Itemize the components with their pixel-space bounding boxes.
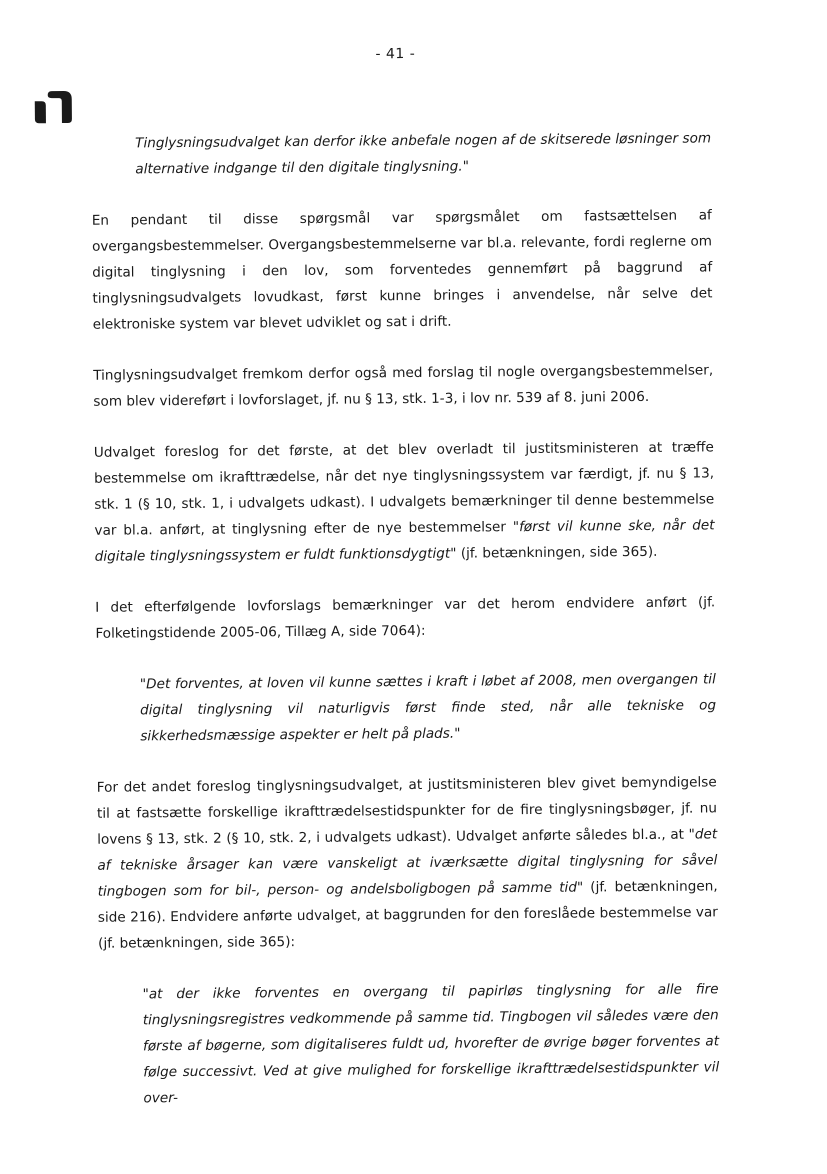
paragraph-text: " (jf. betænkningen, side 365). xyxy=(450,543,658,562)
paragraph-text: Udvalget foreslog for det første, at det blev overladt til justitsministeren at træffe bestemmelse om ikrafttrædelse, når det nye tinglysningssystem var færdigt, jf. nu § 13, stk. 1 (§ 10, stk. 1, i udvalgets udkast). I udvalgets bemærkninger til denne bestemmelse var bl.a. anført, at tinglysning efter de nye bestemmelser " xyxy=(93,439,715,539)
document-body xyxy=(91,125,720,1111)
block-quote-papirloes: "at der ikke forventes en overgang til papirløs tinglysning for alle fire tinglysningsregistres vedkommende på samme tid. Tingbogen vil således være den første af bøgerne, som digitaliseres fuldt ud, hvorefter de øvrige bøger forventes at følge successivt. Ved at give mulighed for forskellige ikrafttrædelsestidspunkter vil over- xyxy=(142,981,720,1107)
paragraph-forslag: Tinglysningsudvalget fremkom derfor også med forslag til nogle overgangsbestemmelser, som blev videreført i lovforslaget, jf. nu § 13, stk. 1-3, i lov nr. 539 af 8. juni 2006. xyxy=(93,362,714,410)
paragraph-lovforslag-bemaerkninger: I det efterfølgende lovforslags bemærkninger var det herom endvidere anført (jf. Folketingstidende 2005-06, Tillæg A, side 7064): xyxy=(95,594,716,642)
paragraph-text: For det andet foreslog tinglysningsudvalget, at justitsministeren blev givet bemyndigelse til at fastsætte forskellige ikrafttrædelsestidspunkter for de fire tinglysningsbøger, jf. nu lovens § 13, stk. 2 (§ 10, stk. 2, i udvalgets udkast). Udvalget anførte således bl.a., at " xyxy=(96,774,718,848)
folketinget-logo-icon xyxy=(32,89,74,125)
quoted-italic-text: det af tekniske årsager kan være vanskeligt at iværksætte digital tinglysning for såvel tingbogen som for bil-, person- og andelsboligbogen på samme tid xyxy=(97,826,718,900)
paragraph-bemyndigelse xyxy=(97,769,719,956)
paragraph-ikrafttraedelse xyxy=(94,434,715,569)
quote-continuation: Tinglysningsudvalget kan derfor ikke anbefale nogen af de skitserede løsninger som alternative indgange til den digitale tinglysning." xyxy=(135,130,712,178)
paragraph-text: " (jf. betænkningen, side 216). Endvidere anførte udvalget, at baggrunden for den foreslåede bestemmelse var (jf. betænkningen, side 365): xyxy=(97,878,718,952)
paragraph-overgangsbestemmelser: En pendant til disse spørgsmål var spørgsmålet om fastsættelsen af overgangsbestemmelser. Overgangsbestemmelserne var bl.a. relevante, fordi reglerne om digital tinglysning i den lov, som forventedes gennemført på baggrund af tinglysningsudvalgets lovudkast, først kunne bringes i anvendelse, når selve det elektroniske system var blevet udviklet og sat i drift. xyxy=(91,207,713,333)
page-number: - 41 - xyxy=(375,45,416,63)
block-quote-forventes: "Det forventes, at loven vil kunne sættes i kraft i løbet af 2008, men overgangen til digital tinglysning vil naturligvis først finde sted, når alle tekniske og sikkerhedsmæssige aspekter er helt på plads." xyxy=(139,671,717,745)
quoted-italic-text: først vil kunne ske, når det digitale tinglysningssystem er fuldt funktionsdygtigt xyxy=(94,517,715,565)
